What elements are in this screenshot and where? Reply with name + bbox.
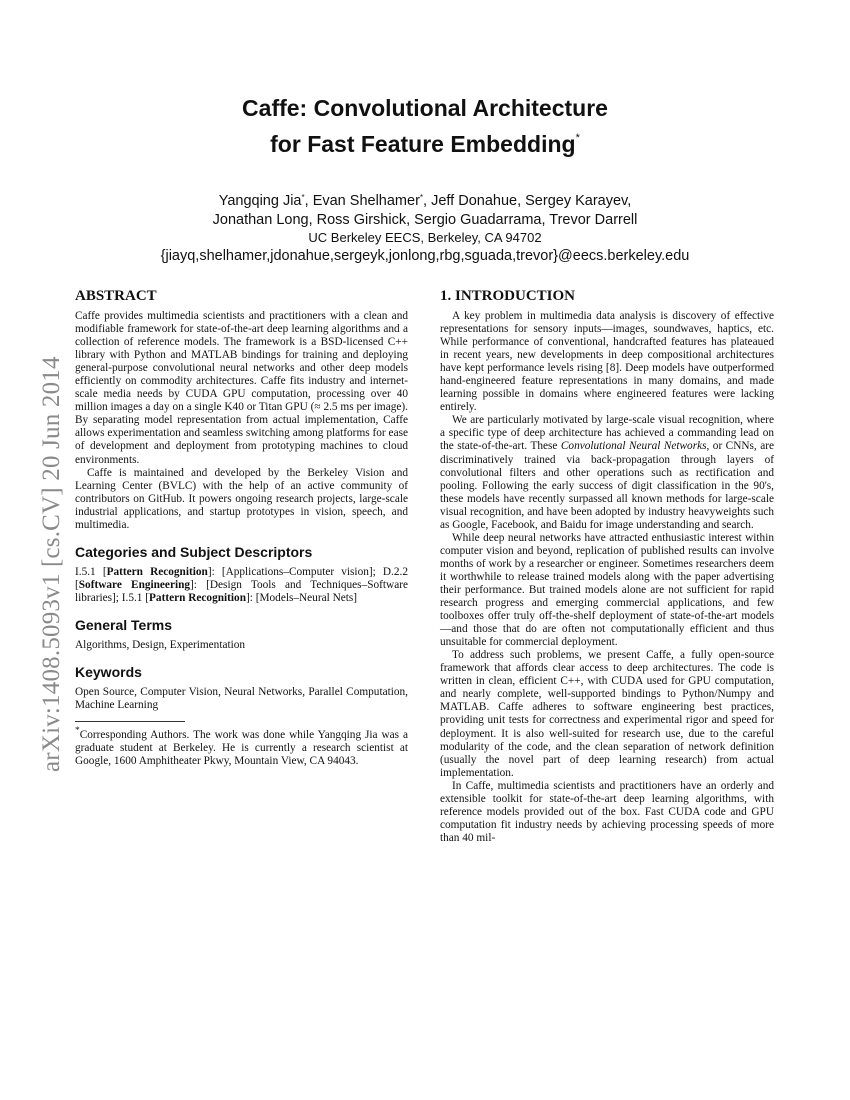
keywords-heading: Keywords: [75, 663, 142, 680]
categories-part-3: ]: [Design Tools and Techniques–Software libraries]; I.5.1 [: [75, 578, 408, 604]
categories-bold-1: Pattern Recognition: [106, 565, 208, 578]
abstract-paragraph-2: Caffe is maintained and developed by the Berkeley Vision and Learning Center (BVLC) with the help of an active community of contributors on GitHub. It powers ongoing research projects, large-scale industrial applications, and startup prototypes in vision, speech, and multimedia.: [75, 466, 408, 531]
right-column: [440, 287, 774, 845]
intro-paragraph-5: In Caffe, multimedia scientists and practitioners have an orderly and extensible toolkit for state-of-the-art deep learning algorithms, with reference models provided out of the box. Fast CUDA code and GPU computation fit industry needs by achieving processing speeds of more than 40 mil-: [440, 779, 774, 844]
footnote-text: Corresponding Authors. The work was done while Yangqing Jia was a graduate student at Berkeley. He is currently a research scientist at Google, 1600 Amphitheater Pkwy, Mountain View, CA 94043.: [75, 728, 408, 767]
introduction-heading: 1. INTRODUCTION: [440, 288, 576, 304]
categories-part-1: I.5.1 [: [75, 565, 107, 578]
author-others: , Jeff Donahue, Sergey Karayev,: [423, 193, 632, 209]
intro-paragraph-2: [440, 414, 774, 531]
intro-paragraph-1: A key problem in multimedia data analysis is discovery of effective representations for sensory inputs—images, soundwaves, haptics, etc. While performance of conventional, handcrafted features has plateaued in recent years, new developments in deep compositional architectures have kept performance levels rising [8]. Deep models have outperformed hand-engineered feature representations in many domains, and made learning possible in domains where engineered features were lacking entirely.: [440, 310, 774, 414]
categories-bold-2: Software Engineering: [78, 578, 191, 591]
categories-bold-3: Pattern Recognition: [149, 591, 246, 604]
intro-paragraph-4: To address such problems, we present Caffe, a fully open-source framework that affords clear access to deep architectures. The code is written in clean, efficient C++, with CUDA used for GPU computation, and nearly complete, well-supported bindings to Python/Numpy and MATLAB. Caffe adheres to software engineering best practices, providing unit tests for correctness and experimental rigor and speed for deployment. It is also well-suited for research use, due to the careful modularity of the code, and the clean separation of network definition (usually the novel part of deep learning research) from actual implementation.: [440, 649, 774, 779]
author-line-1: [0, 188, 850, 211]
categories-part-2: ]: [Applications–Computer vision]; D.2.2 [: [75, 565, 408, 591]
title-line-2: [0, 123, 850, 159]
author-shelhamer: , Evan Shelhamer: [304, 193, 420, 209]
author-mark-jia: *: [301, 193, 305, 202]
categories-heading: Categories and Subject Descriptors: [75, 543, 313, 560]
title-footnote-mark: *: [575, 132, 580, 144]
general-terms-text: Algorithms, Design, Experimentation: [75, 638, 246, 651]
intro-p2-end: , or CNNs, are discriminatively trained via back-propagation through layers of convolutional filters and other operations such as rectification and pooling. Following the early success of digit classification in the 90's, these models have recently surpassed all known methods for large-scale visual recognition, and have been adopted by industry heavyweights such as Google, Facebook, and Baidu for image understanding and search.: [440, 440, 774, 531]
categories-text: [75, 566, 408, 605]
intro-paragraph-3: While deep neural networks have attracted enthusiastic interest within computer vision and beyond, replication of published results can involve months of work by a researcher or engineer. Sometimes researchers deem it worthwhile to release trained models along with the paper advertising their performance. But trained models alone are not sufficient for rapid research progress and emerging commercial applications, and few toolboxes offer truly off-the-shelf deployment of state-of-the-art models—and those that do are often not computationally efficient and thus unsuitable for commercial deployment.: [440, 531, 774, 649]
title-line-1: Caffe: Convolutional Architecture: [242, 95, 608, 121]
paper-title: [0, 93, 850, 159]
author-emails: {jiayq,shelhamer,jdonahue,sergeyk,jonlong,rbg,sguada,trevor}@eecs.berkeley.edu: [160, 248, 690, 264]
affiliation: UC Berkeley EECS, Berkeley, CA 94702: [308, 230, 542, 245]
abstract-heading: ABSTRACT: [75, 288, 157, 304]
abstract-paragraph-1: Caffe provides multimedia scientists and practitioners with a clean and modifiable framework for state-of-the-art deep learning algorithms and a collection of reference models. The framework is a BSD-licensed C++ library with Python and MATLAB bindings for training and deploying general-purpose convolutional neural networks and other deep models efficiently on commodity architectures. Caffe fits industry and internet-scale media needs by CUDA GPU computation, processing over 40 million images a day on a single K40 or Titan GPU (≈ 2.5 ms per image). By separating model representation from actual implementation, Caffe allows experimentation and seamless switching among platforms for ease of development and deployment from prototyping machines to cloud environments.: [75, 310, 408, 466]
intro-p2-emphasis: Convolutional Neural Networks: [560, 440, 707, 453]
author-mark-shelhamer: *: [419, 193, 424, 202]
keywords-text: Open Source, Computer Vision, Neural Networks, Parallel Computation, Machine Learning: [75, 685, 408, 712]
intro-p2-start: We are particularly motivated by large-scale visual recognition, where a specific type of deep architecture has achieved a commanding lead on the state-of-the-art. These: [440, 414, 774, 453]
footnote: [75, 725, 408, 768]
general-terms-heading: General Terms: [75, 616, 173, 633]
arxiv-sidebar-stamp: arXiv:1408.5093v1 [cs.CV] 20 Jun 2014: [38, 356, 65, 772]
footnote-mark: *: [75, 726, 80, 737]
author-block: [0, 188, 850, 266]
left-column: [75, 287, 408, 768]
title-line-2-text: for Fast Feature Embedding: [270, 131, 576, 157]
categories-part-4: ]: [Models–Neural Nets]: [245, 591, 358, 604]
author-line-2: Jonathan Long, Ross Girshick, Sergio Guadarrama, Trevor Darrell: [212, 212, 638, 228]
author-jia: Yangqing Jia: [218, 193, 302, 209]
